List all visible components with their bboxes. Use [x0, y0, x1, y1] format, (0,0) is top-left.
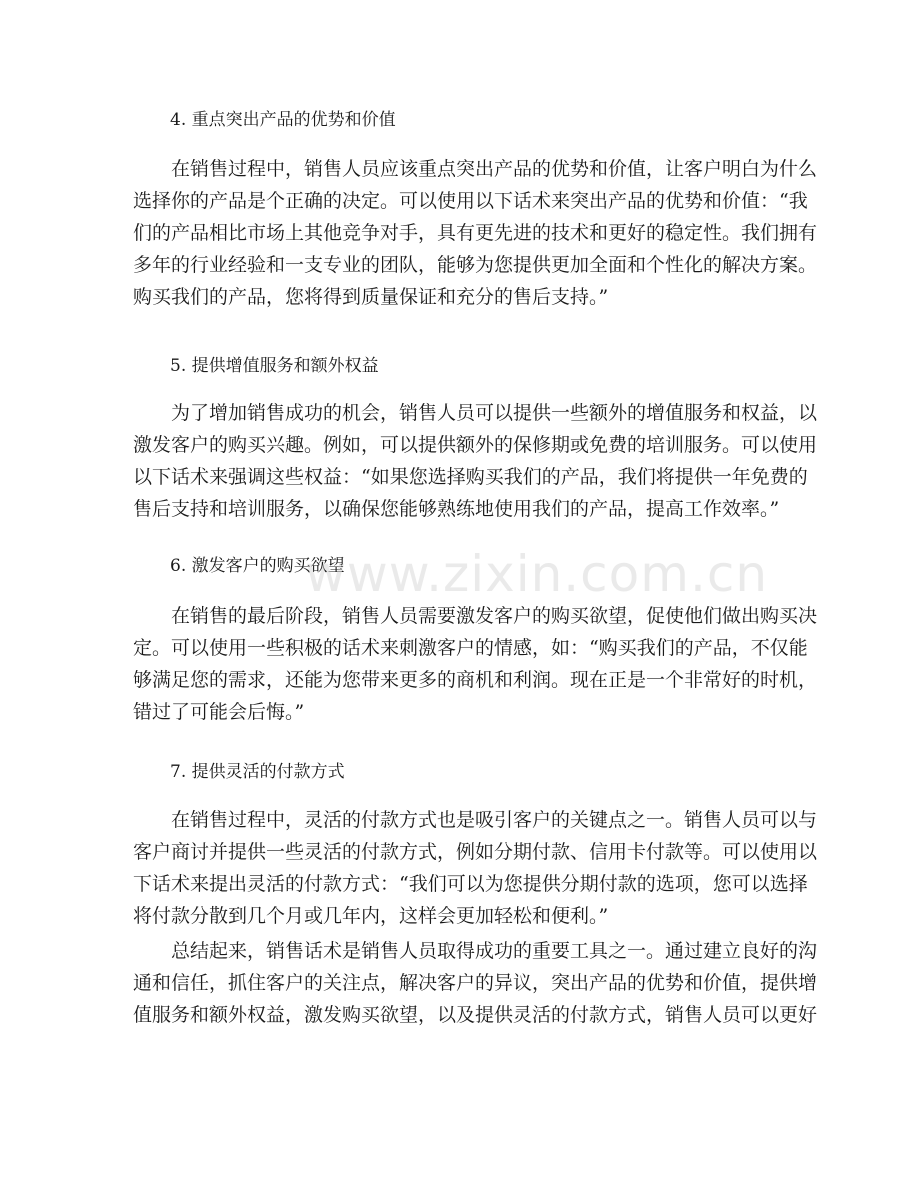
- paragraph-line: 售后支持和培训服务，以确保您能够熟练地使用我们的产品，提高工作效率。”: [133, 498, 780, 520]
- paragraph-line: 下话术来提出灵活的付款方式：“我们可以为您提供分期付款的选项，您可以选择: [133, 873, 808, 895]
- paragraph-line: 在销售的最后阶段，销售人员需要激发客户的购买欲望，促使他们做出购买决: [171, 605, 818, 627]
- paragraph-line: 错过了可能会后悔。”: [133, 701, 305, 723]
- paragraph-line: 以下话术来强调这些权益：“如果您选择购买我们的产品，我们将提供一年免费的: [133, 466, 808, 488]
- paragraph-line: 在销售过程中，销售人员应该重点突出产品的优势和价值，让客户明白为什么: [171, 158, 818, 180]
- paragraph-line: 定。可以使用一些积极的话术来刺激客户的情感，如：“购买我们的产品，不仅能: [133, 637, 808, 659]
- paragraph-line: 值服务和额外权益，激发购买欲望，以及提供灵活的付款方式，销售人员可以更好: [133, 1004, 818, 1026]
- paragraph-line: 激发客户的购买兴趣。例如，可以提供额外的保修期或免费的培训服务。可以使用: [133, 434, 818, 456]
- summary-paragraph: [133, 935, 818, 1031]
- paragraph-line: 总结起来，销售话术是销售人员取得成功的重要工具之一。通过建立良好的沟: [171, 940, 818, 962]
- section-paragraph: [133, 804, 818, 932]
- section-heading: 7. 提供灵活的付款方式: [170, 762, 345, 782]
- paragraph-line: 够满足您的需求，还能为您带来更多的商机和利润。现在正是一个非常好的时机，: [133, 669, 818, 691]
- watermark-text: www.zixin.com.cn: [305, 545, 769, 603]
- section-paragraph: [133, 153, 818, 313]
- section-heading: 6. 激发客户的购买欲望: [170, 556, 345, 576]
- section-paragraph: [133, 600, 818, 728]
- paragraph-line: 多年的行业经验和一支专业的团队，能够为您提供更加全面和个性化的解决方案。: [133, 254, 818, 276]
- section-heading: 5. 提供增值服务和额外权益: [170, 356, 379, 376]
- paragraph-line: 客户商讨并提供一些灵活的付款方式，例如分期付款、信用卡付款等。可以使用以: [133, 841, 818, 863]
- paragraph-line: 选择你的产品是个正确的决定。可以使用以下话术来突出产品的优势和价值：“我: [133, 190, 808, 212]
- paragraph-line: 在销售过程中，灵活的付款方式也是吸引客户的关键点之一。销售人员可以与: [171, 809, 818, 831]
- paragraph-line: 们的产品相比市场上其他竞争对手，具有更先进的技术和更好的稳定性。我们拥有: [133, 222, 818, 244]
- section-heading: 4. 重点突出产品的优势和价值: [170, 110, 396, 130]
- paragraph-line: 将付款分散到几个月或几年内，这样会更加轻松和便利。”: [133, 905, 609, 927]
- paragraph-line: 通和信任，抓住客户的关注点，解决客户的异议，突出产品的优势和价值，提供增: [133, 972, 818, 994]
- section-paragraph: [133, 397, 818, 525]
- paragraph-line: 购买我们的产品，您将得到质量保证和充分的售后支持。”: [133, 286, 609, 308]
- paragraph-line: 为了增加销售成功的机会，销售人员可以提供一些额外的增值服务和权益，以: [171, 402, 818, 424]
